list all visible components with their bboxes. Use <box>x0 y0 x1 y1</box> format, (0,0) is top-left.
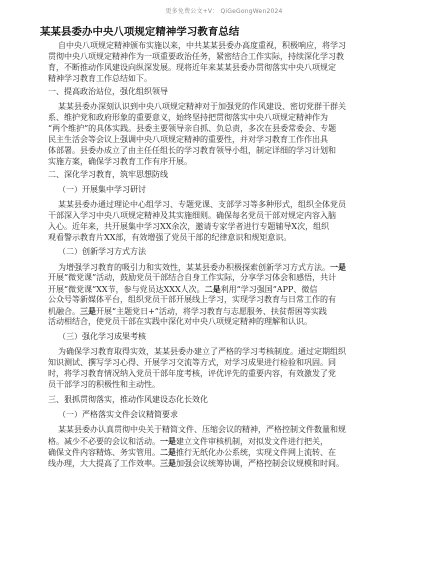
section-heading: 三、狠抓贯彻落实，推动作风建设态化长效化 <box>48 395 208 404</box>
paragraph-line: 为增强学习教育的吸引力和实效性，某某县委办积极探索创新学习方式方法。一是 <box>58 262 346 272</box>
paragraph-line: “两个维护”的具体实践。县委主要领导亲自抓、负总责，多次在县委常委会、专题 <box>48 124 337 133</box>
subsection-heading: （一）严格落实文件会议精简要求 <box>58 410 178 419</box>
watermark-text: 更多免费公文+V： QiGeGongWen2024 <box>165 8 283 15</box>
paragraph-line: 时，将学习教育情况纳入党员干部年度考核，评优评先的重要内容，有效激发了党 <box>48 369 336 378</box>
paragraph-line: 开展“微党课”XX节，参与党员达XXX人次。二是利用“学习强国”APP、微信 <box>48 284 318 294</box>
paragraph-line: 活动相结合，使党员干部在实践中深化对中央八项规定精神的理解和认识。 <box>48 317 312 326</box>
paragraph-line: 自中央八项规定精神颁布实施以来，中共某某县委办高度重视，积极响应，将学习 <box>58 41 346 50</box>
section-heading: 一、提高政治站位，强化组织领导 <box>48 87 168 96</box>
paragraph-line: 实施方案，确保学习教育工作有序开展。 <box>48 157 192 166</box>
subsection-heading: （一）开展集中学习研讨 <box>58 185 146 194</box>
section-heading: 二、深化学习教育，筑牢思想防线 <box>48 170 168 179</box>
ordinal-marker: 二是 <box>160 447 176 457</box>
paragraph-line: 公众号等新媒体平台，组织党员干部开展线上学习，实现学习教育与日常工作的有 <box>48 295 336 304</box>
paragraph-line: 民主生活会等会议上强调中央八项规定精神的重要性，并对学习教育工作作出具 <box>48 135 328 144</box>
paragraph-line: 入心。近年来，共开展集中学习XX余次，邀请专家学者进行专题辅导X次，组织 <box>48 222 330 231</box>
paragraph-line: 贯彻中央八项规定精神作为一项重要政治任务，紧密结合工作实际，持续深化学习教 <box>48 52 344 61</box>
paragraph-line: 机融合。三是开展“主题党日+”活动，将学习教育与志愿服务、扶贫帮困等实践 <box>48 306 327 316</box>
ordinal-marker: 一是 <box>160 436 176 446</box>
paragraph-line: 体部署。县委办成立了由主任任组长的学习教育领导小组，制定详细的学习计划和 <box>48 146 336 155</box>
paragraph-line: 开展“微党课”活动，鼓励党员干部结合自身工作实际，分享学习体会和感悟，共计 <box>48 273 337 282</box>
subsection-heading: （二）创新学习方式方法 <box>58 247 146 256</box>
paragraph-line: 育，不断推动作风建设向纵深发展。现将近年来某某县委办贯彻落实中央八项规定 <box>48 63 336 72</box>
paragraph-line: 员干部学习的积极性和主动性。 <box>48 380 160 389</box>
paragraph-line: 干部深入学习中央八项规定精神及其实施细则。确保每名党员干部对规定内容入脑 <box>48 211 336 220</box>
paragraph-line: 确保文件内容精炼、务实管用。二是推行无纸化办公系统，实现文件网上流转、在 <box>48 447 336 457</box>
paragraph-line: 某某县委办认真贯彻中央关于精简文件、压缩会议的精神，严格控制文件数量和规 <box>58 425 346 434</box>
paragraph-line: 系、维护党和政府形象的重要意义，始终坚持把贯彻落实中央八项规定精神作为 <box>48 113 328 122</box>
paragraph-line: 某某县委办通过理论中心组学习、专题党课、支部学习等多种形式，组织全体党员 <box>58 200 346 209</box>
paragraph-line: 知识测试、撰写学习心得、开展学习交流等方式，对学习成果进行检验和巩固。同 <box>48 358 336 367</box>
paragraph-line: 线办理，大大提高了工作效率。三是加强会议统筹协调，严格控制会议规模和时间。 <box>48 458 344 468</box>
document-title: 某某县委办中央八项规定精神学习教育总结 <box>40 26 240 38</box>
subsection-heading: （三）强化学习成果考核 <box>58 332 146 341</box>
ordinal-marker: 三是 <box>160 458 176 468</box>
paragraph-line: 观看警示教育片XX部，有效增强了党员干部的纪律意识和规矩意识。 <box>48 233 292 242</box>
ordinal-marker: 一是 <box>330 262 346 272</box>
paragraph-line: 为确保学习教育取得实效，某某县委办建立了严格的学习考核制度。通过定期组织 <box>58 347 346 356</box>
paragraph-line: 某某县委办深刻认识到中央八项规定精神对于加强党的作风建设、密切党群干群关 <box>58 102 346 111</box>
ordinal-marker: 三是 <box>80 306 96 316</box>
paragraph-line: 精神学习教育工作总结如下。 <box>48 74 152 83</box>
ordinal-marker: 二是 <box>204 284 221 294</box>
paragraph-line: 格。减少不必要的会议和活动。一是建立文件审核机制，对拟发文件进行把关， <box>48 436 328 446</box>
